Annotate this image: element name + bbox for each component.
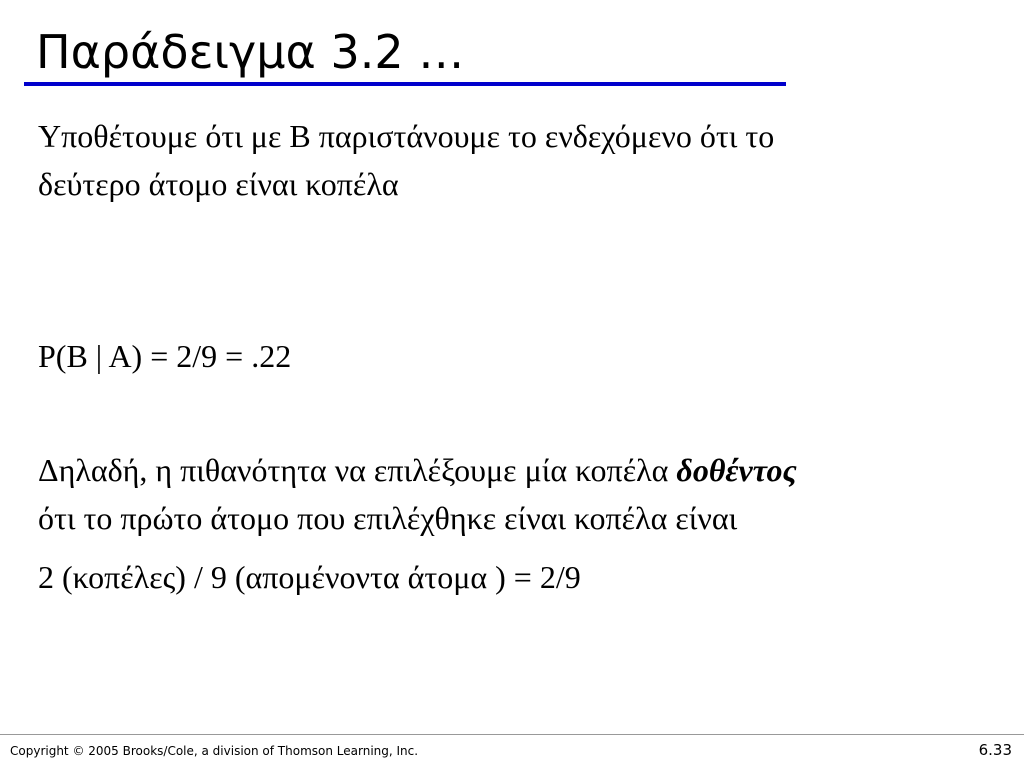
- conditional-probability-formula: [38, 332, 291, 380]
- title-underline: [24, 82, 786, 86]
- paragraph-calculation: [38, 553, 581, 601]
- calculation-text: 2 (κοπέλες) / 9 (απομένοντα άτομα ) = 2/9: [38, 559, 581, 595]
- paragraph-definition-line-2: δεύτερο άτομο είναι κοπέλα: [38, 166, 399, 202]
- footer-copyright: Copyright © 2005 Brooks/Cole, a division of Thomson Learning, Inc.: [10, 744, 419, 758]
- slide-title: Παράδειγμα 3.2 …: [36, 25, 465, 79]
- formula-text: P(B | A) = 2/9 = .22: [38, 338, 292, 374]
- footer-divider: [0, 734, 1024, 735]
- slide-page-number: 6.33: [978, 741, 1012, 759]
- explanation-emphasis-word: δοθέντος: [676, 452, 797, 488]
- paragraph-definition: [38, 112, 774, 208]
- explanation-line-1-text: Δηλαδή, η πιθανότητα να επιλέξουμε μία κοπέλα: [38, 452, 677, 488]
- paragraph-definition-line-1: Υποθέτουμε ότι με B παριστάνουμε το ενδεχόμενο ότι το: [38, 118, 775, 154]
- paragraph-explanation: [38, 446, 797, 542]
- explanation-line-2: ότι το πρώτο άτομο που επιλέχθηκε είναι κοπέλα είναι: [38, 500, 738, 536]
